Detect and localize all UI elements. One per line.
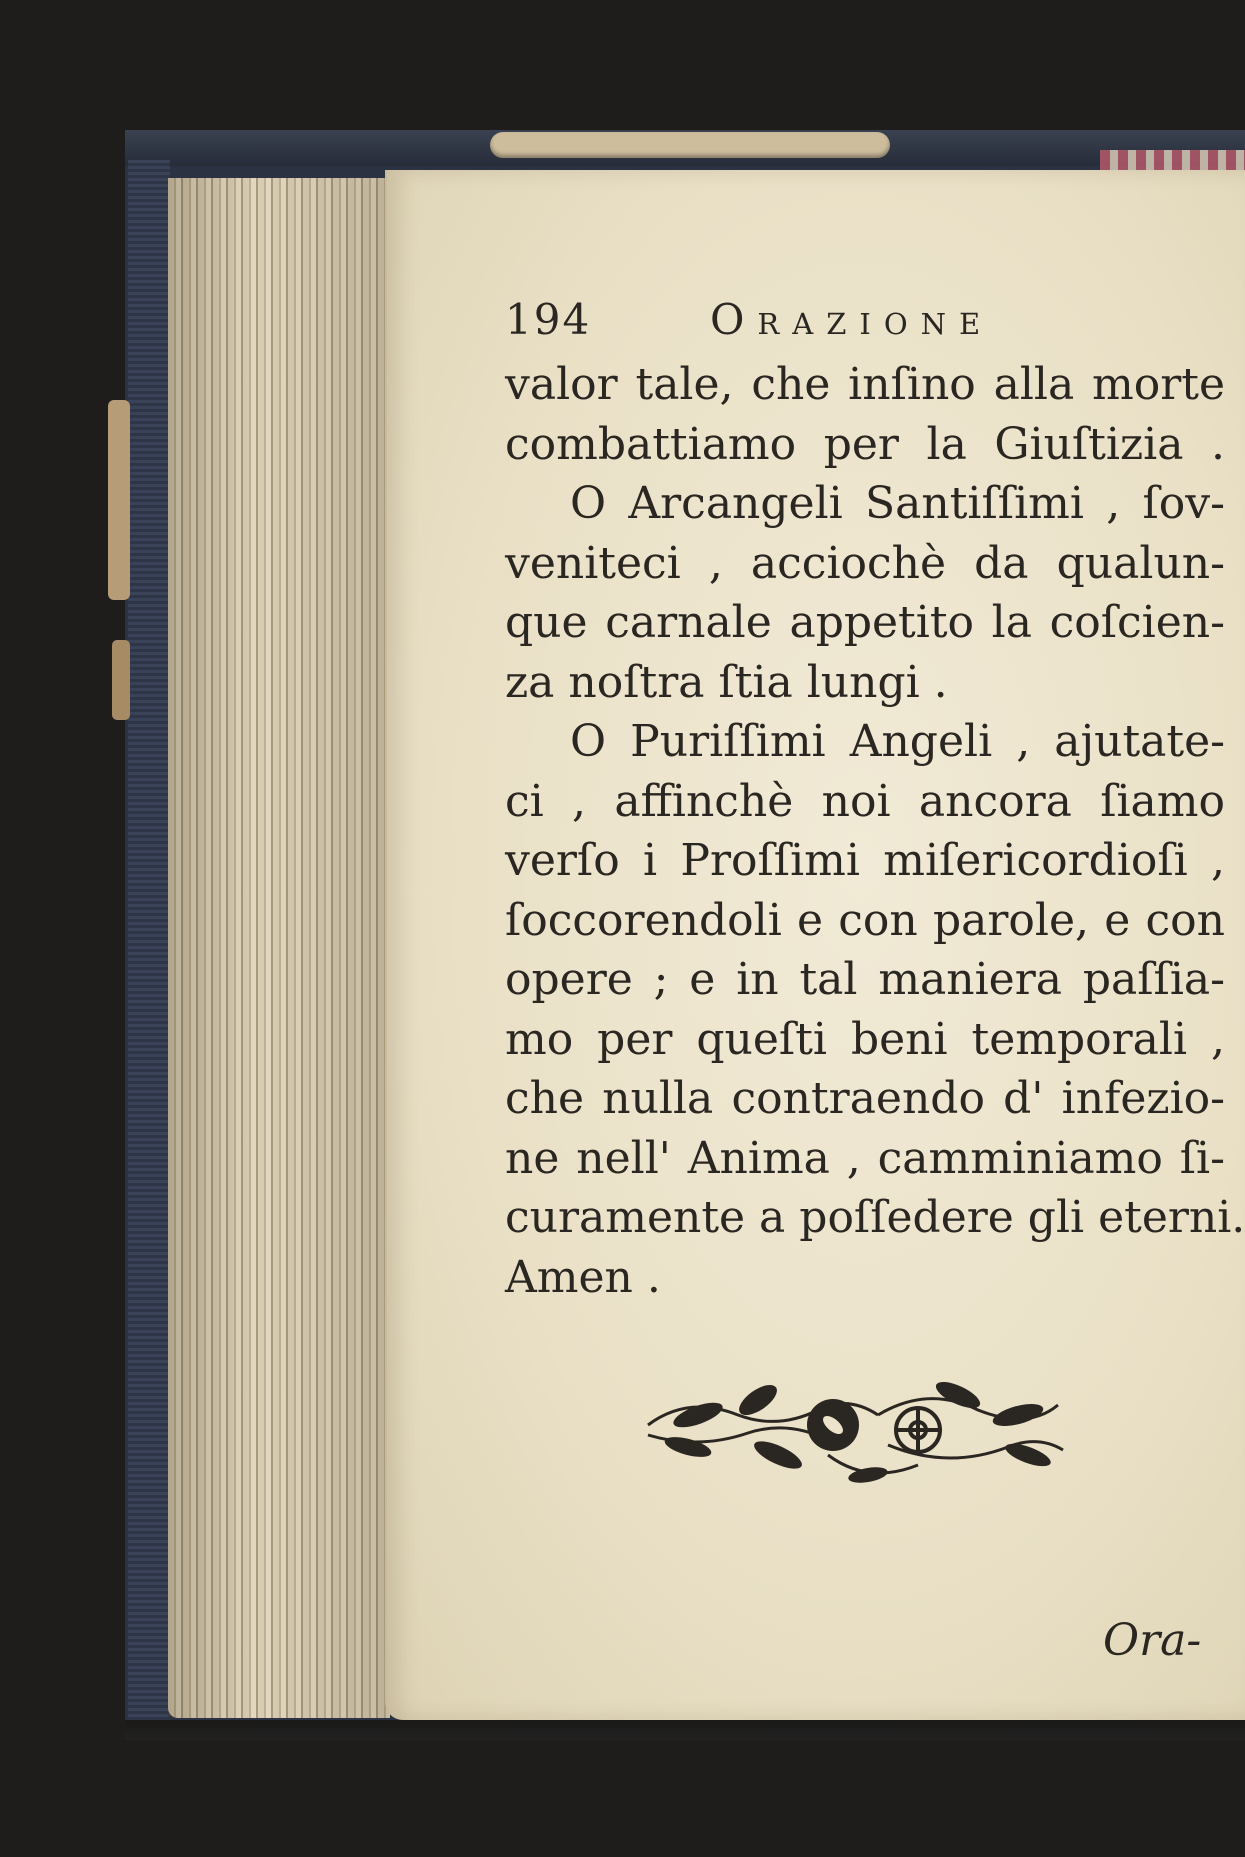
page-number: 194 bbox=[505, 295, 592, 344]
text-line: Amen . bbox=[505, 1251, 661, 1303]
running-title: Orazione bbox=[710, 295, 994, 344]
text-line: O Puriſſimi Angeli , ajutate- bbox=[570, 716, 1225, 767]
text-line: que carnale appetito la coſcien- bbox=[505, 597, 1225, 648]
book-spine bbox=[128, 160, 170, 1720]
text-line: combattiamo per la Giuſtizia . bbox=[505, 418, 1225, 470]
bottom-shadow bbox=[125, 1720, 1245, 1740]
catchword: Ora- bbox=[1103, 1615, 1202, 1666]
page-edges bbox=[168, 178, 390, 1718]
text-line: za noſtra ſtia lungi . bbox=[505, 656, 948, 708]
text-line: O Arcangeli Santiſſimi , ſov- bbox=[570, 478, 1225, 529]
spine-damage bbox=[108, 400, 130, 600]
text-line: ſoccorendoli e con parole, e con bbox=[505, 894, 1225, 946]
floral-tailpiece-icon bbox=[628, 1355, 1076, 1495]
text-line: opere ; e in tal maniera paſſia- bbox=[505, 954, 1225, 1005]
text-line: valor tale, che inſino alla morte bbox=[505, 359, 1225, 410]
text-line: che nulla contraendo d' infezio- bbox=[505, 1073, 1225, 1124]
cover-repair-strip bbox=[490, 132, 890, 158]
text-line: curamente a poſſedere gli eterni. bbox=[505, 1192, 1245, 1243]
spine-damage-lower bbox=[112, 640, 130, 720]
text-line: mo per queſti beni temporali , bbox=[505, 1013, 1225, 1065]
text-line: ne nell' Anima , camminiamo ſi- bbox=[505, 1132, 1225, 1184]
page-text-block bbox=[505, 295, 1245, 1307]
page-header bbox=[505, 295, 1225, 355]
text-line: veniteci , acciochè da qualun- bbox=[505, 537, 1225, 589]
text-line: verſo i Proſſimi miſericordioſi , bbox=[505, 835, 1225, 886]
body-text bbox=[505, 355, 1245, 1307]
text-line: ci , affinchè noi ancora ſiamo bbox=[505, 775, 1225, 827]
